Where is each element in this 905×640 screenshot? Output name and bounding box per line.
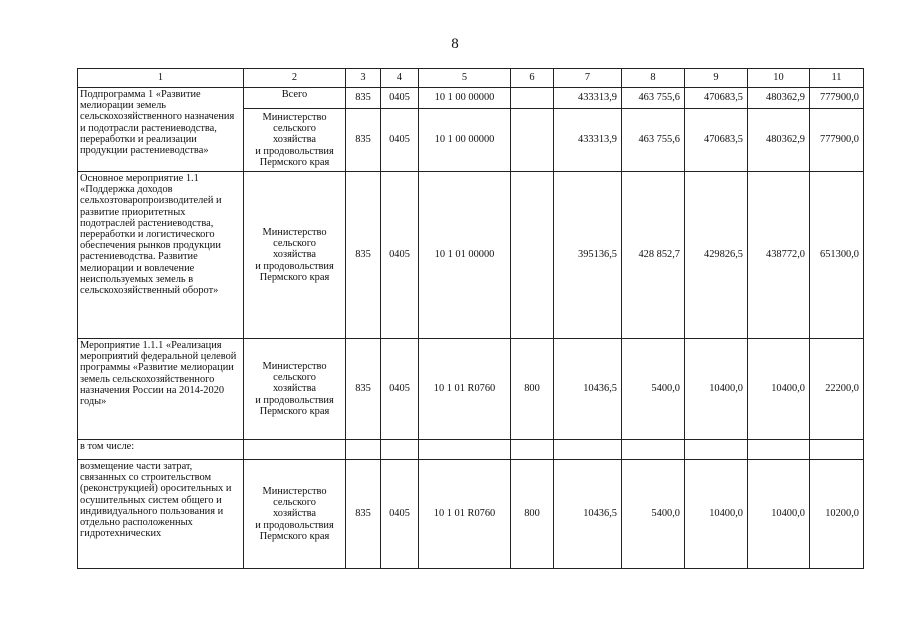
rzpr-cell: 0405 [381, 460, 419, 569]
column-header: 6 [511, 69, 554, 88]
column-header: 7 [554, 69, 622, 88]
csr-cell: 10 1 01 00000 [419, 172, 511, 339]
value-cell: 5400,0 [622, 460, 685, 569]
rzpr-cell: 0405 [381, 339, 419, 440]
executor-line: сельского [273, 238, 316, 250]
csr-cell: 10 1 01 R0760 [419, 460, 511, 569]
vr-cell [511, 109, 554, 172]
vr-cell [511, 88, 554, 109]
table-row [78, 88, 864, 109]
executor-cell [244, 460, 346, 569]
executor-cell [244, 109, 346, 172]
page-number: 8 [451, 36, 459, 52]
value-cell: 480362,9 [748, 88, 810, 109]
column-header: 4 [381, 69, 419, 88]
column-header: 2 [244, 69, 346, 88]
value-cell: 438772,0 [748, 172, 810, 339]
csr-cell: 10 1 00 00000 [419, 88, 511, 109]
table-row [78, 440, 864, 460]
executor-line: Пермского края [259, 271, 330, 283]
value-cell [622, 440, 685, 460]
grbs-cell: 835 [346, 339, 381, 440]
column-header: 9 [685, 69, 748, 88]
value-cell [554, 440, 622, 460]
row-name: Мероприятие 1.1.1 «Реализация мероприятий федеральной целевой программы «Развитие мелиорации земель сельскохозяйственного назначения России на 2014-2020 годы» [78, 339, 244, 440]
table-header-row [78, 69, 864, 88]
executor-line: Пермского края [259, 405, 330, 417]
value-cell: 10400,0 [685, 339, 748, 440]
rzpr-cell [381, 440, 419, 460]
executor-line: сельского [273, 497, 316, 509]
value-cell: 5400,0 [622, 339, 685, 440]
value-cell: 429826,5 [685, 172, 748, 339]
vr-cell [511, 440, 554, 460]
executor-line: Пермского края [259, 156, 330, 168]
value-cell: 480362,9 [748, 109, 810, 172]
value-cell: 433313,9 [554, 88, 622, 109]
column-header: 3 [346, 69, 381, 88]
executor-cell [244, 339, 346, 440]
value-cell [685, 440, 748, 460]
value-cell: 10436,5 [554, 339, 622, 440]
executor-line: и продовольствия [255, 394, 334, 406]
column-header: 1 [78, 69, 244, 88]
value-cell [748, 440, 810, 460]
csr-cell [419, 440, 511, 460]
executor-line: сельского [273, 123, 316, 135]
budget-table [77, 68, 864, 569]
value-cell: 395136,5 [554, 172, 622, 339]
value-cell: 10436,5 [554, 460, 622, 569]
row-name: Основное мероприятие 1.1 «Поддержка доходов сельхозтоваропроизводителей и развитие приоритетных подотраслей растениеводства, переработки и логистического обеспечения рынков продукции растениеводства. Развитие мелиорации и вовлечение неиспользуемых земель в сельскохозяйственный оборот» [78, 172, 244, 339]
column-header: 11 [810, 69, 864, 88]
executor-cell [244, 88, 346, 109]
value-cell [810, 440, 864, 460]
executor-line: Министерство [262, 111, 327, 123]
value-cell: 651300,0 [810, 172, 864, 339]
table-row [78, 172, 864, 339]
vr-cell: 800 [511, 339, 554, 440]
executor-line: и продовольствия [255, 145, 334, 157]
executor-line: Пермского края [259, 530, 330, 542]
value-cell: 470683,5 [685, 109, 748, 172]
vr-cell [511, 172, 554, 339]
table-row [78, 460, 864, 569]
executor-cell [244, 440, 346, 460]
executor-line: хозяйства [273, 249, 316, 261]
column-header: 5 [419, 69, 511, 88]
column-header: 8 [622, 69, 685, 88]
executor-cell [244, 172, 346, 339]
row-name: возмещение части затрат, связанных со строительством (реконструкцией) оросительных и осушительных систем общего и индивидуального пользования и отдельно расположенных гидротехнических [78, 460, 244, 569]
executor-line: Всего [281, 89, 308, 100]
grbs-cell: 835 [346, 172, 381, 339]
executor-line: хозяйства [273, 508, 316, 520]
executor-line: Министерство [262, 360, 327, 372]
executor-line: Министерство [262, 485, 327, 497]
executor-line: сельского [273, 372, 316, 384]
value-cell: 777900,0 [810, 109, 864, 172]
grbs-cell: 835 [346, 460, 381, 569]
executor-line: хозяйства [273, 383, 316, 395]
rzpr-cell: 0405 [381, 88, 419, 109]
value-cell: 10400,0 [748, 339, 810, 440]
value-cell: 777900,0 [810, 88, 864, 109]
rzpr-cell: 0405 [381, 109, 419, 172]
row-name: Подпрограмма 1 «Развитие мелиорации земель сельскохозяйственного назначения и подотрасли растениеводства, переработки и реализации продукции растениеводства» [78, 88, 244, 172]
rzpr-cell: 0405 [381, 172, 419, 339]
value-cell: 22200,0 [810, 339, 864, 440]
executor-line: хозяйства [273, 134, 316, 146]
value-cell: 10400,0 [685, 460, 748, 569]
value-cell: 470683,5 [685, 88, 748, 109]
table-row [78, 339, 864, 440]
value-cell: 433313,9 [554, 109, 622, 172]
value-cell: 10200,0 [810, 460, 864, 569]
csr-cell: 10 1 00 00000 [419, 109, 511, 172]
value-cell: 463 755,6 [622, 88, 685, 109]
executor-line: и продовольствия [255, 519, 334, 531]
value-cell: 428 852,7 [622, 172, 685, 339]
column-header: 10 [748, 69, 810, 88]
csr-cell: 10 1 01 R0760 [419, 339, 511, 440]
grbs-cell [346, 440, 381, 460]
executor-line: и продовольствия [255, 260, 334, 272]
grbs-cell: 835 [346, 88, 381, 109]
value-cell: 463 755,6 [622, 109, 685, 172]
row-name: в том числе: [78, 440, 244, 460]
executor-line: Министерство [262, 226, 327, 238]
grbs-cell: 835 [346, 109, 381, 172]
vr-cell: 800 [511, 460, 554, 569]
value-cell: 10400,0 [748, 460, 810, 569]
